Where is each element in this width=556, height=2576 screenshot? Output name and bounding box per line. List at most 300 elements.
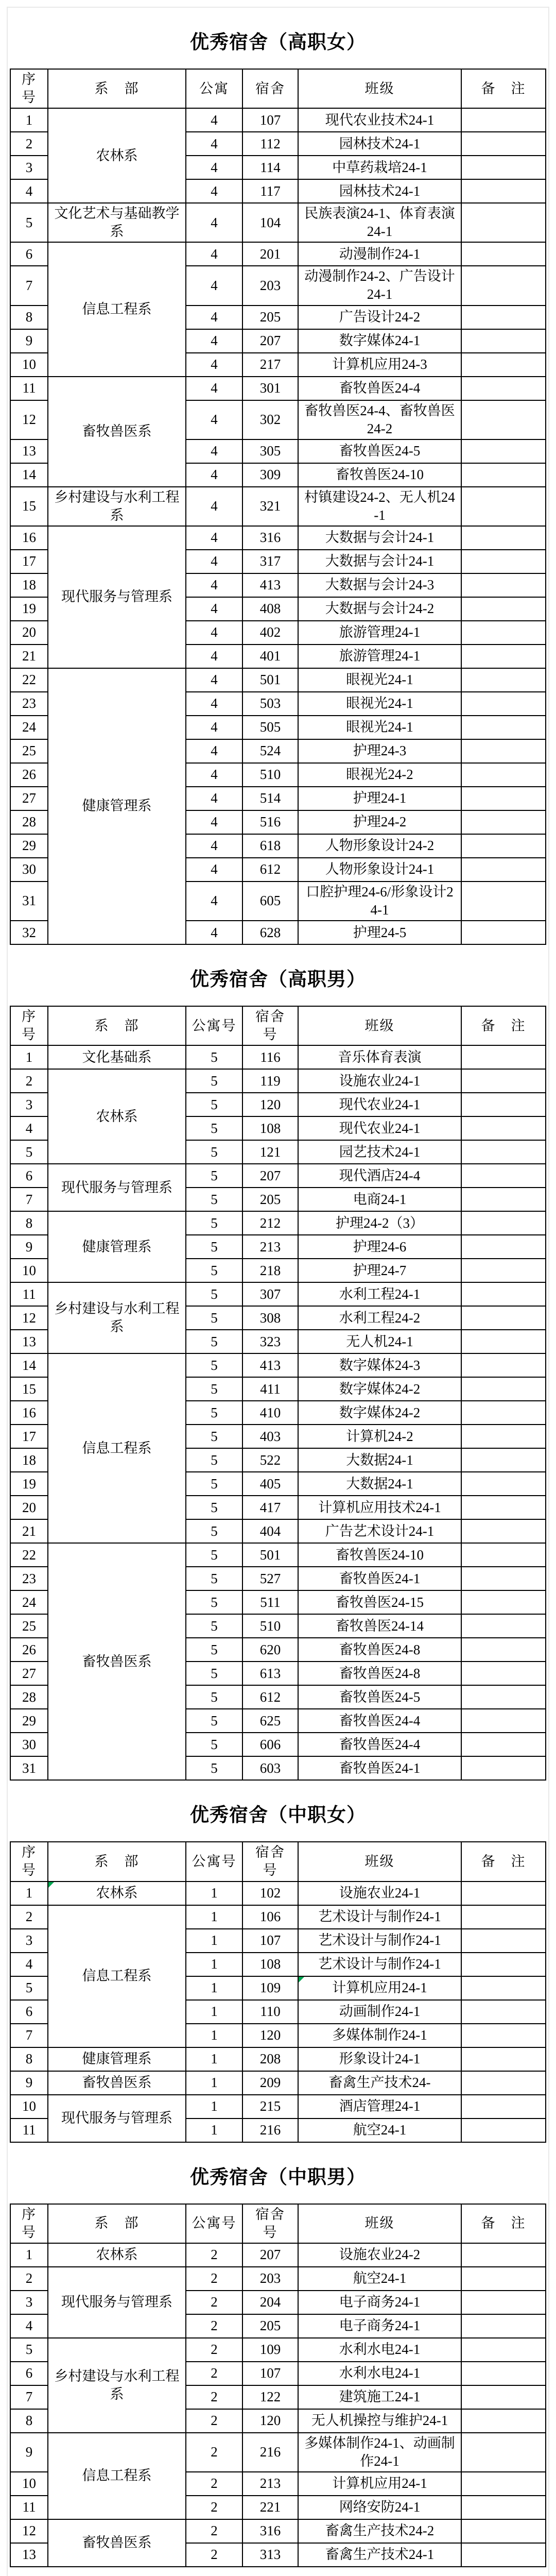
cell-no: 9	[10, 2071, 48, 2095]
cell-apartment: 1	[186, 1905, 242, 1929]
cell-note	[461, 2543, 546, 2567]
cell-no: 2	[10, 1069, 48, 1093]
cell-dept: 乡村建设与水利工程系	[48, 1282, 186, 1353]
cell-no: 12	[10, 2519, 48, 2543]
cell-note	[461, 621, 546, 645]
cell-apartment: 4	[186, 353, 242, 377]
table-row	[10, 1164, 546, 1188]
cell-apartment: 4	[186, 739, 242, 763]
cell-note	[461, 1188, 546, 1211]
cell-apartment: 4	[186, 621, 242, 645]
cell-dorm: 514	[242, 787, 298, 810]
cell-class: 建筑施工24-1	[298, 2385, 461, 2409]
cell-note	[461, 2119, 546, 2142]
cell-apartment: 5	[186, 1709, 242, 1733]
cell-class: 酒店管理24-1	[298, 2095, 461, 2119]
cell-no: 20	[10, 621, 48, 645]
cell-class: 无人机操控与维护24-1	[298, 2409, 461, 2433]
cell-class: 旅游管理24-1	[298, 621, 461, 645]
cell-no: 29	[10, 1709, 48, 1733]
cell-note	[461, 266, 546, 305]
cell-dorm: 305	[242, 439, 298, 463]
cell-note	[461, 2338, 546, 2362]
cell-apartment: 5	[186, 1614, 242, 1638]
cell-note	[461, 1069, 546, 1093]
document-sheet	[7, 7, 549, 2576]
col-no: 序号	[10, 69, 48, 108]
cell-class: 设施农业24-2	[298, 2243, 461, 2267]
cell-apartment: 5	[186, 1662, 242, 1685]
cell-dorm: 205	[242, 306, 298, 329]
cell-note	[461, 1929, 546, 1953]
cell-no: 2	[10, 2267, 48, 2291]
cell-dorm: 109	[242, 1976, 298, 2000]
header-row	[10, 2204, 546, 2243]
cell-dorm: 213	[242, 2472, 298, 2496]
cell-class: 多媒体制作24-1、动画制作24-1	[298, 2433, 461, 2472]
cell-apartment: 5	[186, 1425, 242, 1448]
cell-class: 设施农业24-1	[298, 1069, 461, 1093]
cell-no: 20	[10, 1496, 48, 1519]
cell-dorm: 212	[242, 1211, 298, 1235]
col-apartment: 公寓号	[186, 1006, 242, 1045]
header-row	[10, 1842, 546, 1881]
cell-no: 26	[10, 1638, 48, 1662]
cell-no: 2	[10, 1905, 48, 1929]
cell-no: 10	[10, 1259, 48, 1282]
cell-apartment: 4	[186, 400, 242, 439]
col-class: 班级	[298, 1006, 461, 1045]
cell-apartment: 5	[186, 1282, 242, 1306]
cell-apartment: 4	[186, 156, 242, 179]
cell-note	[461, 132, 546, 156]
cell-note	[461, 179, 546, 203]
cell-dorm: 102	[242, 1882, 298, 1905]
cell-apartment: 2	[186, 2362, 242, 2385]
table-body	[10, 1045, 546, 1780]
cell-class: 畜牧兽医24-10	[298, 1543, 461, 1567]
table-row	[10, 1543, 546, 1567]
table-row	[10, 668, 546, 692]
cell-no: 5	[10, 2338, 48, 2362]
col-note: 备 注	[461, 1842, 546, 1881]
table-row	[10, 203, 546, 242]
cell-dept: 乡村建设与水利工程系	[48, 2338, 186, 2433]
table-row	[10, 2338, 546, 2362]
cell-dorm: 216	[242, 2433, 298, 2472]
cell-dorm: 501	[242, 668, 298, 692]
cell-class: 畜禽生产技术24-	[298, 2071, 461, 2095]
cell-no: 2	[10, 132, 48, 156]
cell-no: 8	[10, 306, 48, 329]
cell-apartment: 2	[186, 2496, 242, 2519]
table-row	[10, 108, 546, 132]
cell-class: 护理24-1	[298, 787, 461, 810]
cell-no: 1	[10, 2243, 48, 2267]
dorm-table-gaozhi-male	[10, 1006, 546, 1781]
cell-apartment: 4	[186, 763, 242, 787]
cell-no: 9	[10, 329, 48, 353]
cell-no: 30	[10, 858, 48, 882]
cell-class: 数字媒体24-1	[298, 329, 461, 353]
col-dorm: 宿舍号	[242, 1842, 298, 1881]
cell-no: 6	[10, 1164, 48, 1188]
table-title-gaozhi-female: 优秀宿舍（高职女）	[190, 31, 366, 53]
cell-no: 9	[10, 1235, 48, 1259]
cell-dept: 乡村建设与水利工程系	[48, 487, 186, 526]
cell-apartment: 2	[186, 2433, 242, 2472]
table-row	[10, 1905, 546, 1929]
col-class: 班级	[298, 1842, 461, 1881]
cell-dorm: 207	[242, 2243, 298, 2267]
cell-note	[461, 1330, 546, 1353]
cell-no: 15	[10, 1377, 48, 1401]
header-row	[10, 1006, 546, 1045]
cell-apartment: 5	[186, 1164, 242, 1188]
cell-no: 23	[10, 692, 48, 716]
cell-note	[461, 1259, 546, 1282]
cell-class: 网络安防24-1	[298, 2496, 461, 2519]
cell-dorm: 524	[242, 739, 298, 763]
cell-no: 31	[10, 1756, 48, 1780]
col-note: 备 注	[461, 69, 546, 108]
cell-dorm: 308	[242, 1306, 298, 1330]
dorm-table-zhongzhi-male	[10, 2204, 546, 2567]
cell-apartment: 4	[186, 573, 242, 597]
cell-apartment: 4	[186, 787, 242, 810]
cell-dept: 现代服务与管理系	[48, 526, 186, 668]
cell-class: 畜牧兽医24-4	[298, 1733, 461, 1756]
cell-dorm: 117	[242, 179, 298, 203]
cell-no: 5	[10, 1140, 48, 1164]
cell-no: 17	[10, 550, 48, 573]
cell-dept: 畜牧兽医系	[48, 1543, 186, 1780]
cell-apartment: 2	[186, 2291, 242, 2314]
cell-dorm: 313	[242, 2543, 298, 2567]
cell-no: 4	[10, 179, 48, 203]
table-head	[10, 69, 546, 108]
cell-no: 7	[10, 1188, 48, 1211]
cell-note	[461, 377, 546, 400]
cell-no: 11	[10, 2119, 48, 2142]
cell-note	[461, 763, 546, 787]
cell-dept: 文化艺术与基础教学系	[48, 203, 186, 242]
table-head	[10, 1006, 546, 1045]
cell-dorm: 510	[242, 763, 298, 787]
cell-no: 8	[10, 2409, 48, 2433]
cell-apartment: 5	[186, 1401, 242, 1425]
cell-no: 5	[10, 203, 48, 242]
cell-note	[461, 550, 546, 573]
cell-no: 24	[10, 716, 48, 739]
cell-apartment: 2	[186, 2267, 242, 2291]
cell-apartment: 5	[186, 1519, 242, 1543]
cell-apartment: 4	[186, 921, 242, 944]
cell-note	[461, 2385, 546, 2409]
cell-class: 计算机应用技术24-1	[298, 1496, 461, 1519]
cell-dept: 畜牧兽医系	[48, 2519, 186, 2567]
table-row	[10, 487, 546, 526]
cell-note	[461, 2519, 546, 2543]
cell-dorm: 612	[242, 858, 298, 882]
cell-no: 28	[10, 810, 48, 834]
cell-no: 32	[10, 921, 48, 944]
cell-no: 19	[10, 597, 48, 621]
dorm-table-zhongzhi-female	[10, 1841, 546, 2142]
cell-class: 艺术设计与制作24-1	[298, 1905, 461, 1929]
cell-class: 计算机应用24-1	[298, 1976, 461, 2000]
cell-apartment: 5	[186, 1590, 242, 1614]
cell-class: 广告设计24-2	[298, 306, 461, 329]
cell-note	[461, 400, 546, 439]
cell-no: 28	[10, 1685, 48, 1709]
cell-note	[461, 716, 546, 739]
cell-dorm: 108	[242, 1116, 298, 1140]
cell-dorm: 321	[242, 487, 298, 526]
cell-no: 8	[10, 1211, 48, 1235]
cell-no: 7	[10, 266, 48, 305]
col-no: 序号	[10, 1842, 48, 1881]
table-head	[10, 1842, 546, 1881]
cell-class: 畜禽生产技术24-1	[298, 2543, 461, 2567]
table-row	[10, 2433, 546, 2472]
cell-note	[461, 810, 546, 834]
cell-no: 21	[10, 645, 48, 668]
cell-dorm: 403	[242, 1425, 298, 1448]
cell-dorm: 613	[242, 1662, 298, 1685]
cell-dorm: 104	[242, 203, 298, 242]
col-no: 序号	[10, 2204, 48, 2243]
cell-class: 形象设计24-1	[298, 2047, 461, 2071]
cell-apartment: 4	[186, 692, 242, 716]
cell-dorm: 410	[242, 1401, 298, 1425]
cell-no: 11	[10, 2496, 48, 2519]
table-row	[10, 1282, 546, 1306]
cell-dept: 现代服务与管理系	[48, 2095, 186, 2142]
section-zhongzhi-female	[8, 1799, 548, 2142]
cell-class: 中草药栽培24-1	[298, 156, 461, 179]
cell-no: 18	[10, 1448, 48, 1472]
cell-note	[461, 882, 546, 921]
cell-note	[461, 1882, 546, 1905]
cell-class: 现代农业24-1	[298, 1116, 461, 1140]
cell-apartment: 2	[186, 2243, 242, 2267]
cell-apartment: 4	[186, 668, 242, 692]
col-note: 备 注	[461, 1006, 546, 1045]
table-title-zhongzhi-female: 优秀宿舍（中职女）	[190, 1804, 366, 1826]
table-row	[10, 1045, 546, 1069]
cell-note	[461, 921, 546, 944]
cell-no: 3	[10, 1093, 48, 1116]
cell-note	[461, 2362, 546, 2385]
cell-apartment: 5	[186, 1330, 242, 1353]
cell-dorm: 116	[242, 1045, 298, 1069]
cell-apartment: 1	[186, 2000, 242, 2024]
col-apartment: 公寓号	[186, 1842, 242, 1881]
cell-no: 27	[10, 787, 48, 810]
cell-class: 畜牧兽医24-4	[298, 377, 461, 400]
cell-apartment: 5	[186, 1140, 242, 1164]
cell-no: 13	[10, 439, 48, 463]
cell-note	[461, 1614, 546, 1638]
cell-note	[461, 1353, 546, 1377]
cell-class: 计算机24-2	[298, 1425, 461, 1448]
cell-no: 13	[10, 2543, 48, 2567]
cell-note	[461, 1905, 546, 1929]
cell-note	[461, 1235, 546, 1259]
cell-apartment: 2	[186, 2338, 242, 2362]
cell-class: 艺术设计与制作24-1	[298, 1953, 461, 1976]
cell-dept: 畜牧兽医系	[48, 2071, 186, 2095]
cell-dorm: 603	[242, 1756, 298, 1780]
cell-no: 21	[10, 1519, 48, 1543]
cell-note	[461, 439, 546, 463]
cell-apartment: 5	[186, 1756, 242, 1780]
cell-dorm: 618	[242, 834, 298, 858]
cell-no: 22	[10, 1543, 48, 1567]
cell-no: 3	[10, 156, 48, 179]
cell-apartment: 5	[186, 1638, 242, 1662]
cell-dorm: 417	[242, 1496, 298, 1519]
cell-class: 大数据与会计24-3	[298, 573, 461, 597]
cell-dorm: 208	[242, 2047, 298, 2071]
cell-apartment: 1	[186, 2095, 242, 2119]
cell-note	[461, 463, 546, 487]
cell-dorm: 323	[242, 1330, 298, 1353]
cell-class: 大数据与会计24-1	[298, 550, 461, 573]
cell-class: 护理24-2	[298, 810, 461, 834]
cell-note	[461, 1567, 546, 1590]
table-row	[10, 242, 546, 266]
table-row	[10, 1211, 546, 1235]
cell-class: 动漫制作24-1	[298, 242, 461, 266]
cell-dorm: 121	[242, 1140, 298, 1164]
cell-no: 24	[10, 1590, 48, 1614]
cell-class: 大数据24-1	[298, 1448, 461, 1472]
col-dept: 系 部	[48, 2204, 186, 2243]
cell-no: 13	[10, 1330, 48, 1353]
cell-class: 眼视光24-1	[298, 668, 461, 692]
cell-dorm: 120	[242, 2409, 298, 2433]
cell-no: 10	[10, 2472, 48, 2496]
cell-dorm: 411	[242, 1377, 298, 1401]
cell-note	[461, 1638, 546, 1662]
cell-dorm: 401	[242, 645, 298, 668]
cell-apartment: 4	[186, 306, 242, 329]
cell-class: 眼视光24-1	[298, 692, 461, 716]
cell-note	[461, 2496, 546, 2519]
cell-no: 15	[10, 487, 48, 526]
cell-apartment: 5	[186, 1235, 242, 1259]
cell-note	[461, 1662, 546, 1685]
table-title-gaozhi-male: 优秀宿舍（高职男）	[190, 969, 366, 990]
cell-class: 无人机24-1	[298, 1330, 461, 1353]
cell-note	[461, 353, 546, 377]
cell-dorm: 301	[242, 377, 298, 400]
cell-class: 畜牧兽医24-8	[298, 1638, 461, 1662]
cell-no: 10	[10, 353, 48, 377]
cell-class: 护理24-7	[298, 1259, 461, 1282]
cell-apartment: 5	[186, 1472, 242, 1496]
cell-dorm: 404	[242, 1519, 298, 1543]
cell-dorm: 107	[242, 2362, 298, 2385]
cell-class: 水利工程24-2	[298, 1306, 461, 1330]
cell-note	[461, 1685, 546, 1709]
cell-dept: 农林系	[48, 1069, 186, 1164]
cell-no: 16	[10, 1401, 48, 1425]
cell-note	[461, 306, 546, 329]
cell-note	[461, 692, 546, 716]
cell-dept: 健康管理系	[48, 668, 186, 944]
cell-note	[461, 2472, 546, 2496]
cell-apartment: 4	[186, 108, 242, 132]
cell-dept: 农林系	[48, 1882, 186, 1905]
cell-apartment: 4	[186, 597, 242, 621]
table-title-zhongzhi-male: 优秀宿舍（中职男）	[190, 2166, 366, 2188]
cell-no: 5	[10, 1976, 48, 2000]
cell-class: 多媒体制作24-1	[298, 2024, 461, 2047]
cell-dorm: 316	[242, 526, 298, 550]
cell-dept: 信息工程系	[48, 1353, 186, 1543]
cell-no: 26	[10, 763, 48, 787]
cell-dorm: 122	[242, 2385, 298, 2409]
col-dorm: 宿舍号	[242, 1006, 298, 1045]
cell-class: 设施农业24-1	[298, 1882, 461, 1905]
cell-apartment: 4	[186, 377, 242, 400]
table-row	[10, 526, 546, 550]
cell-apartment: 4	[186, 834, 242, 858]
cell-class: 园艺技术24-1	[298, 1140, 461, 1164]
cell-apartment: 5	[186, 1567, 242, 1590]
cell-dorm: 316	[242, 2519, 298, 2543]
cell-note	[461, 645, 546, 668]
cell-note	[461, 1976, 546, 2000]
cell-class: 畜牧兽医24-15	[298, 1590, 461, 1614]
cell-no: 11	[10, 377, 48, 400]
cell-class: 现代酒店24-4	[298, 1164, 461, 1188]
cell-note	[461, 2314, 546, 2338]
cell-no: 4	[10, 1953, 48, 1976]
cell-class: 畜牧兽医24-1	[298, 1756, 461, 1780]
cell-dorm: 527	[242, 1567, 298, 1590]
cell-class: 艺术设计与制作24-1	[298, 1929, 461, 1953]
cell-class: 人物形象设计24-2	[298, 834, 461, 858]
cell-note	[461, 1472, 546, 1496]
cell-dorm: 625	[242, 1709, 298, 1733]
cell-note	[461, 2409, 546, 2433]
cell-apartment: 5	[186, 1211, 242, 1235]
cell-apartment: 4	[186, 526, 242, 550]
cell-dorm: 205	[242, 2314, 298, 2338]
cell-class: 护理24-6	[298, 1235, 461, 1259]
cell-note	[461, 1448, 546, 1472]
cell-dorm: 203	[242, 2267, 298, 2291]
cell-note	[461, 858, 546, 882]
cell-no: 12	[10, 1306, 48, 1330]
cell-note	[461, 2071, 546, 2095]
cell-no: 1	[10, 1882, 48, 1905]
cell-dorm: 203	[242, 266, 298, 305]
cell-note	[461, 1496, 546, 1519]
cell-note	[461, 2047, 546, 2071]
cell-no: 3	[10, 1929, 48, 1953]
cell-no: 17	[10, 1425, 48, 1448]
cell-apartment: 5	[186, 1069, 242, 1093]
cell-apartment: 5	[186, 1353, 242, 1377]
cell-class: 大数据与会计24-2	[298, 597, 461, 621]
cell-class: 大数据24-1	[298, 1472, 461, 1496]
cell-class: 护理24-2（3）	[298, 1211, 461, 1235]
